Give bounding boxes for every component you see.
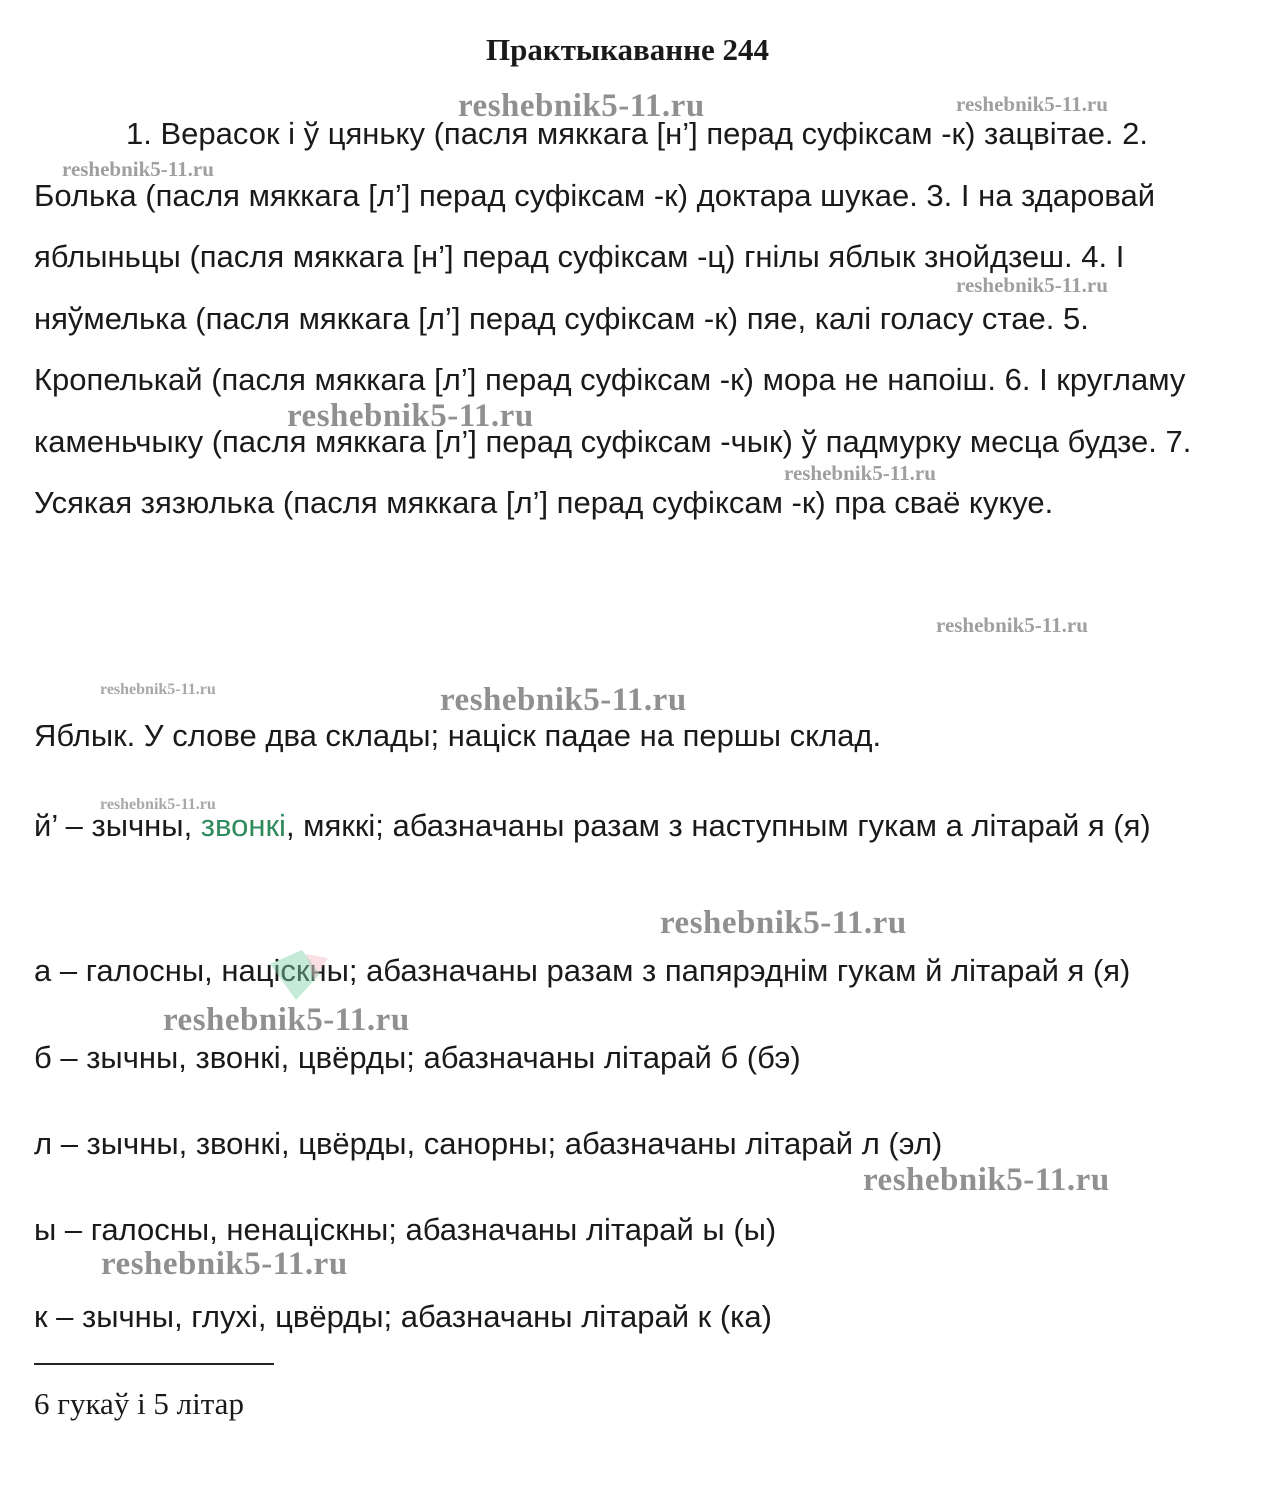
analysis-line-b: б – зычны, звонкі, цвёрды; абазначаны літарай б (бэ) bbox=[34, 1040, 801, 1075]
analysis-line-l: л – зычны, звонкі, цвёрды, санорны; абазначаны літарай л (эл) bbox=[34, 1126, 943, 1161]
analysis-intro: Яблык. У слове два склады; націск падае на першы склад. bbox=[34, 718, 882, 753]
analysis-line-k: к – зычны, глухі, цвёрды; абазначаны літарай к (ка) bbox=[34, 1299, 772, 1334]
watermark: reshebnik5-11.ru bbox=[956, 273, 1108, 297]
analysis-line-j bbox=[34, 795, 1194, 856]
analysis-line-y: ы – галосны, ненаціскны; абазначаны літарай ы (ы) bbox=[34, 1212, 777, 1247]
watermark: reshebnik5-11.ru bbox=[100, 796, 216, 813]
watermark: reshebnik5-11.ru bbox=[784, 461, 936, 485]
watermark: reshebnik5-11.ru bbox=[100, 681, 216, 698]
watermark: reshebnik5-11.ru bbox=[458, 88, 705, 124]
watermark: reshebnik5-11.ru bbox=[62, 157, 214, 181]
analysis-line-j-after: , мяккі; абазначаны разам з наступным гукам а літарай я (я) bbox=[285, 808, 1151, 843]
watermark: reshebnik5-11.ru bbox=[936, 613, 1088, 637]
watermark: reshebnik5-11.ru bbox=[440, 682, 687, 718]
watermark: reshebnik5-11.ru bbox=[956, 92, 1108, 116]
analysis-line-a: а – галосны, націскны; абазначаны разам з папярэднім гукам й літарай я (я) bbox=[34, 953, 1131, 988]
exercise-paragraph: 1. Верасок і ў цяньку (пасля мяккага [н’] перад суфіксам -к) зацвітае. 2. Болька (пасля мяккага [л’] перад суфіксам -к) доктара шукае. 3. І на здаровай яблыньцы (пасля мяккага [н’] перад суфіксам -ц) гнілы яблык знойдзеш. 4. І няўмелька (пасля мяккага [л’] перад суфіксам -к) пяе, калі голасу стае. 5. Кропелькай (пасля мяккага [л’] перад суфіксам -к) мора не напоіш. 6. І кругламу каменьчыку (пасля мяккага [л’] перад суфіксам -чык) ў падмурку месца будзе. 7. Усякая зязюлька (пасля мяккага [л’] перад суфіксам -к) пра сваё кукуе. bbox=[34, 116, 1192, 520]
watermark: reshebnik5-11.ru bbox=[101, 1246, 348, 1282]
highlighted-word: звонкі bbox=[200, 808, 286, 843]
footnote: 6 гукаў і 5 літар bbox=[34, 1386, 244, 1421]
watermark: reshebnik5-11.ru bbox=[287, 398, 534, 434]
footnote-divider bbox=[34, 1363, 274, 1365]
watermark: reshebnik5-11.ru bbox=[863, 1162, 1110, 1198]
watermark: reshebnik5-11.ru bbox=[163, 1002, 410, 1038]
watermark: reshebnik5-11.ru bbox=[660, 905, 907, 941]
analysis-line-j-before: й’ – зычны, bbox=[34, 808, 201, 843]
page-title: Практыкаванне 244 bbox=[485, 32, 769, 67]
